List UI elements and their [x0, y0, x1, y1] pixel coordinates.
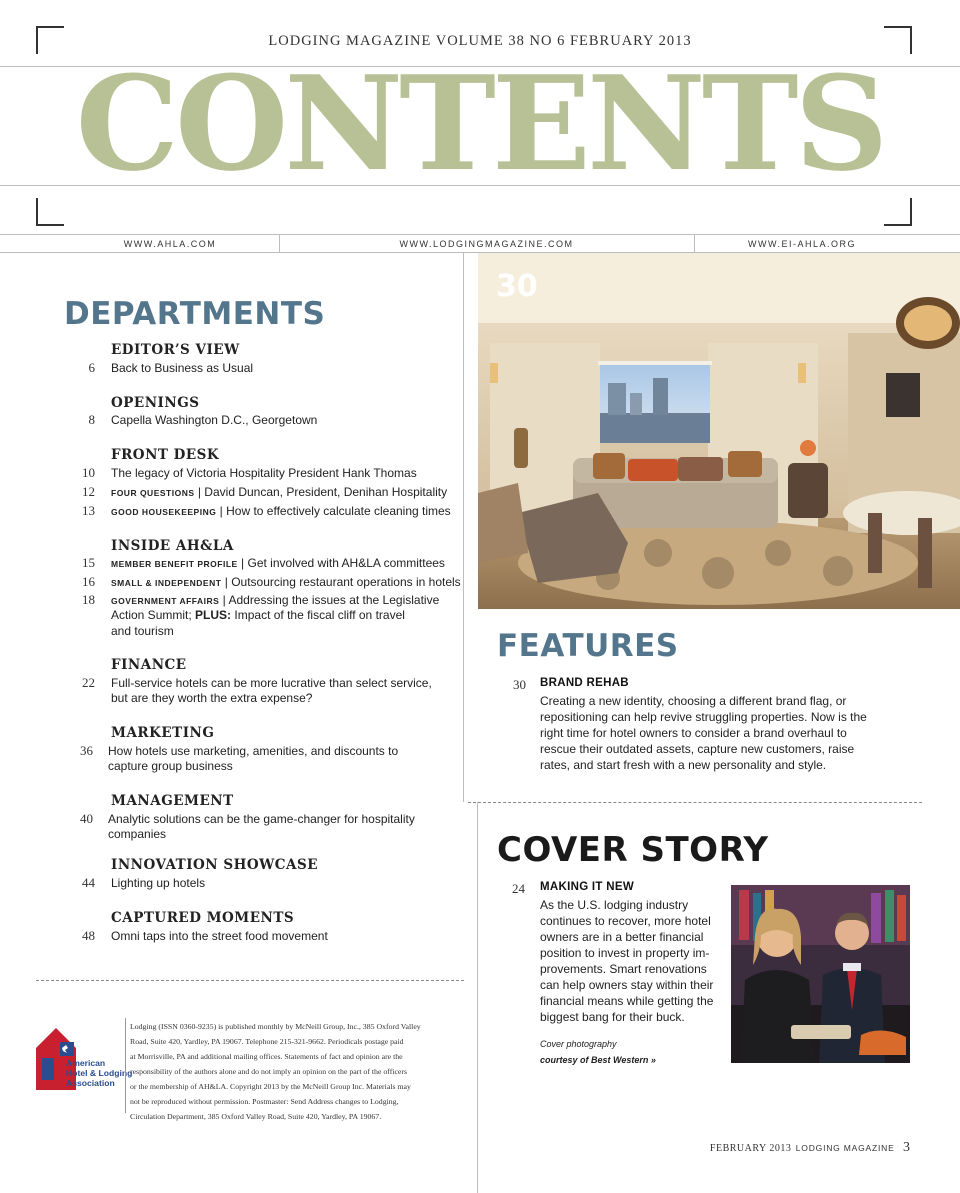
logo-line: Association [66, 1078, 115, 1088]
cover-story-text: continues to recover, more hotel [540, 914, 711, 928]
entry-text[interactable] [111, 574, 461, 591]
column-label: SMALL & INDEPENDENT [111, 578, 222, 588]
column-divider [463, 252, 464, 802]
page-number: 30 [513, 677, 526, 692]
legal-text: Road, Suite 420, Yardley, PA 19067. Telephone 215-321-9662. Periodicals postage paid [130, 1037, 404, 1046]
entry-desc: | Outsourcing restaurant operations in hotels [224, 575, 461, 589]
photo-credit: courtesy of Best Western » [540, 1055, 656, 1065]
entry-text-cont: companies [108, 827, 167, 841]
footer-magazine: LODGING MAGAZINE [795, 1143, 895, 1153]
url-ahla[interactable]: WWW.AHLA.COM [123, 239, 217, 249]
entry-text[interactable] [111, 555, 445, 572]
logo-line: Hotel & Lodging [66, 1068, 133, 1078]
cover-story-text: owners are in a better financial [540, 930, 704, 944]
legal-text: not be reproduced without permission. Postmaster: Send Address changes to Lodging, [130, 1097, 399, 1106]
page-number: 16 [82, 574, 95, 589]
page-number: 15 [82, 555, 95, 570]
departments-heading: DEPARTMENTS [64, 296, 326, 332]
url-lodging-magazine[interactable]: WWW.LODGINGMAGAZINE.COM [399, 239, 574, 249]
page-number: 12 [82, 484, 95, 499]
entry-text[interactable]: Lighting up hotels [111, 876, 206, 890]
photo-page-number: 30 [496, 269, 538, 304]
section-title-innovation-showcase: INNOVATION SHOWCASE [111, 857, 319, 873]
ahla-logo [36, 1028, 133, 1098]
section-title-management: MANAGEMENT [111, 793, 234, 809]
page-number: 24 [512, 881, 525, 896]
section-title-inside-ahla: INSIDE AH&LA [111, 538, 234, 554]
entry-text[interactable]: Omni taps into the street food movement [111, 929, 328, 943]
cover-story-text: can help owners stay within their [540, 978, 714, 992]
cover-story-heading: COVER STORY [497, 830, 769, 870]
page-footer [710, 1138, 910, 1156]
section-title-editors-view: EDITOR’S VIEW [111, 342, 240, 358]
rule [0, 234, 960, 235]
column-label: FOUR QUESTIONS [111, 488, 195, 498]
column-label: MEMBER BENEFIT PROFILE [111, 559, 238, 569]
entry-text[interactable]: Back to Business as Usual [111, 361, 254, 375]
url-ei-ahla[interactable]: WWW.EI-AHLA.ORG [748, 239, 856, 249]
cover-photo[interactable] [731, 885, 910, 1063]
page-title: CONTENTS [75, 47, 885, 200]
entry-text-cont: and tourism [111, 624, 174, 638]
legal-text: responsibility of the authors alone and do not imply an opinion on the part of the officers [130, 1067, 408, 1076]
page-number: 18 [82, 592, 95, 607]
cover-photo-illustration [731, 885, 910, 1063]
column-label: GOVERNMENT AFFAIRS [111, 596, 220, 606]
page-number: 36 [80, 743, 93, 758]
cover-story-text: As the U.S. lodging industry [540, 898, 689, 912]
page-number: 48 [82, 928, 95, 943]
divider [125, 1018, 126, 1113]
arrow-icon: » [650, 1055, 656, 1065]
page-number: 13 [82, 503, 95, 518]
logo-text [66, 1058, 132, 1088]
entry-text[interactable]: Full-service hotels can be more lucrative than select service, [111, 676, 432, 690]
legal-text: Circulation Department, 385 Oxford Valley Road, Suite 420, Yardley, PA 19067. [130, 1112, 382, 1121]
entry-desc: | Addressing the issues at the Legislative [222, 593, 440, 607]
logo-line: American [66, 1058, 106, 1068]
entry-text-cont: Action Summit; PLUS: Impact of the fiscal cliff on travel [111, 608, 405, 622]
page-number: 8 [88, 412, 95, 427]
entry-text-cont: but are they worth the extra expense? [111, 691, 313, 705]
section-title-front-desk: FRONT DESK [111, 447, 220, 463]
entry-text[interactable]: Capella Washington D.C., Georgetown [111, 413, 318, 427]
cover-story-text: biggest bang for their buck. [540, 1010, 685, 1024]
column-divider [477, 802, 478, 1193]
column-label: GOOD HOUSEKEEPING [111, 507, 217, 517]
dashed-divider [36, 980, 464, 981]
entry-text[interactable] [111, 503, 451, 520]
entry-desc: | Get involved with AH&LA committees [241, 556, 445, 570]
page-number: 22 [82, 675, 95, 690]
footer-date: FEBRUARY 2013 [709, 1143, 792, 1154]
legal-text: Lodging (ISSN 0360-9235) is published monthly by McNeill Group, Inc., 385 Oxford Valley [130, 1022, 421, 1031]
section-title-finance: FINANCE [111, 657, 187, 673]
hotel-room-illustration [478, 253, 960, 609]
cover-story-text: position to invest in property im- [540, 946, 710, 960]
masthead: LODGING MAGAZINE VOLUME 38 NO 6 FEBRUARY 2013 [268, 33, 692, 49]
feature-title[interactable]: BRAND REHAB [540, 677, 629, 689]
page-number: 10 [82, 465, 95, 480]
entry-text[interactable]: The legacy of Victoria Hospitality President Hank Thomas [111, 466, 417, 480]
features-heading: FEATURES [497, 628, 679, 664]
hotel-room-photo[interactable] [478, 253, 960, 609]
feature-text: repositioning can help revive struggling properties. Now is the [540, 710, 867, 724]
footer-page-number: 3 [903, 1140, 910, 1155]
feature-text: rates, and start fresh with a new personality and style. [540, 758, 827, 772]
entry-desc: | David Duncan, President, Denihan Hospitality [197, 485, 448, 499]
legal-text: at Morrisville, PA and additional mailing offices. Statements of fact and opinion are the [130, 1052, 403, 1061]
entry-text[interactable]: How hotels use marketing, amenities, and discounts to [108, 744, 399, 758]
entry-text-cont: capture group business [108, 759, 233, 773]
section-title-openings: OPENINGS [111, 395, 200, 411]
page-number: 6 [88, 360, 95, 375]
feature-text: right time for hotel owners to consider a brand overhaul to [540, 726, 847, 740]
entry-text[interactable]: Analytic solutions can be the game-changer for hospitality [108, 812, 415, 826]
feature-text: Creating a new identity, choosing a different brand flag, or [540, 694, 847, 708]
legal-text: or the membership of AH&LA. Copyright 2013 by the McNeill Group Inc. Materials may [130, 1082, 411, 1091]
section-title-marketing: MARKETING [111, 725, 215, 741]
cover-story-title[interactable]: MAKING IT NEW [540, 881, 634, 893]
entry-text[interactable] [111, 484, 447, 501]
entry-desc: | How to effectively calculate cleaning times [219, 504, 451, 518]
plus-label: PLUS: [195, 608, 232, 622]
dashed-divider [468, 802, 922, 803]
section-title-captured-moments: CAPTURED MOMENTS [111, 910, 295, 926]
feature-text: rescue their outdated assets, capture new customers, raise [540, 742, 855, 756]
cover-story-text: provements. Smart renovations [540, 962, 707, 976]
page-number: 44 [82, 875, 95, 890]
cover-story-text: financial means while getting the [540, 994, 714, 1008]
photo-credit: Cover photography [540, 1039, 617, 1049]
page-number: 40 [80, 811, 93, 826]
